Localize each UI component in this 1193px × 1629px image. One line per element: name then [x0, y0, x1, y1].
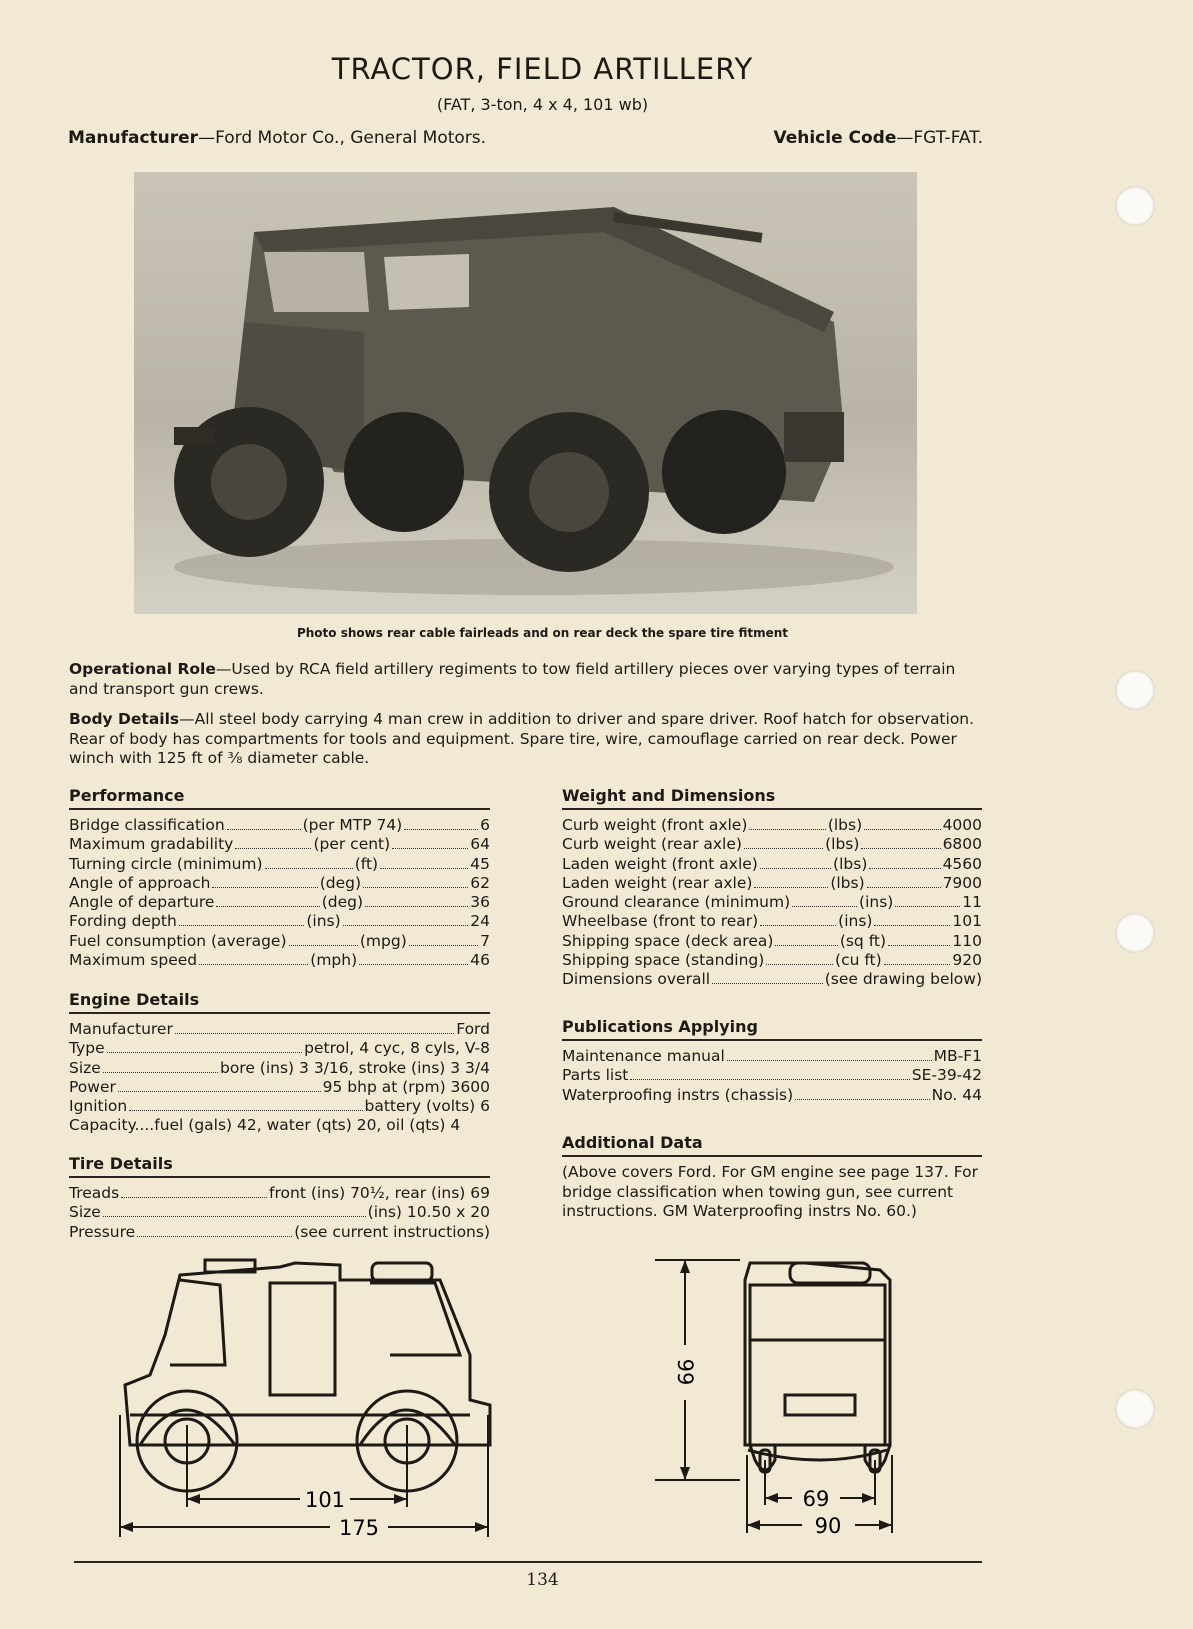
additional-heading: Additional Data — [562, 1133, 982, 1157]
row-value: 6800 — [942, 835, 983, 854]
dot-leader — [861, 848, 940, 849]
tire-table — [69, 1184, 490, 1242]
performance-heading: Performance — [69, 786, 490, 810]
row-unit: (cu ft) — [835, 951, 882, 970]
row-label: Maintenance manual — [562, 1047, 725, 1065]
row-value: (ins) 10.50 x 20 — [367, 1203, 490, 1222]
row-value: 45 — [470, 854, 490, 873]
row-label: Wheelbase (front to rear) — [562, 912, 759, 931]
dot-leader — [727, 1060, 932, 1061]
row-value: battery (volts) 6 — [364, 1097, 490, 1116]
engine-table — [69, 1020, 490, 1116]
side-view-dimensions — [120, 1415, 488, 1537]
weight-row — [562, 874, 982, 893]
arrowhead — [120, 1522, 133, 1532]
row-label: Laden weight (front axle) — [562, 854, 758, 873]
row-unit: (ins) — [859, 893, 894, 912]
row-label: Curb weight (front axle) — [562, 816, 748, 834]
arrowhead — [747, 1520, 760, 1530]
row-label: Maximum speed — [69, 951, 198, 970]
arrowhead — [680, 1467, 690, 1480]
operational-role-text: —Used by RCA field artillery regiments to tow field artillery pieces over varying types of terrain and transport gun crews. — [69, 660, 956, 698]
vehicle-photo — [134, 172, 917, 614]
manufacturer-value: —Ford Motor Co., General Motors. — [198, 128, 487, 148]
arrowhead — [187, 1494, 200, 1504]
dot-leader — [227, 829, 301, 830]
row-label: Power — [69, 1077, 116, 1096]
dot-leader — [392, 848, 468, 849]
row-label: Ignition — [69, 1097, 128, 1116]
performance-row — [69, 912, 490, 931]
row-label: Parts list — [562, 1066, 629, 1085]
row-unit: (lbs) — [830, 873, 865, 892]
dot-leader — [766, 964, 833, 965]
arrowhead — [680, 1260, 690, 1273]
binder-hole — [1115, 1389, 1155, 1429]
dot-leader — [175, 1033, 454, 1034]
dot-leader — [289, 945, 358, 946]
engine-heading: Engine Details — [69, 990, 490, 1014]
vehicle-code-value: —FGT-FAT. — [896, 128, 983, 148]
dot-leader — [884, 964, 951, 965]
dot-leader — [216, 906, 319, 907]
engine-row — [69, 1039, 490, 1058]
manufacturer-line — [68, 128, 486, 148]
dimension-width: 90 — [814, 1514, 842, 1538]
weight-row — [562, 835, 982, 854]
dot-leader — [359, 964, 468, 965]
row-value: petrol, 4 cyc, 8 cyls, V-8 — [304, 1039, 490, 1058]
row-unit: (deg) — [321, 893, 364, 912]
performance-row — [69, 874, 490, 893]
rear-view-drawing — [610, 1255, 950, 1545]
tire-row — [69, 1203, 490, 1222]
dot-leader — [103, 1072, 218, 1073]
manufacturer-label: Manufacturer — [68, 128, 199, 148]
row-value: SE-39-42 — [911, 1066, 982, 1085]
dot-leader — [760, 925, 836, 926]
row-label: Maximum gradability — [69, 835, 234, 854]
rear-view-outline — [745, 1263, 890, 1472]
weight-row — [562, 951, 982, 970]
dot-leader — [744, 848, 823, 849]
dot-leader — [760, 868, 831, 869]
row-value: (see drawing below) — [824, 970, 982, 989]
body-details-text: —All steel body carrying 4 man crew in addition to driver and spare driver. Roof hatch for observation. Rear of body has compartments for tools and equipment. Spare tire, wire, camouflage carried on rear deck. Power winch with 125 ft of ⅜ diameter cable. — [69, 710, 975, 767]
dot-leader — [409, 945, 478, 946]
dot-leader — [199, 964, 308, 965]
dot-leader — [895, 906, 960, 907]
dot-leader — [867, 887, 941, 888]
row-value: 11 — [962, 893, 982, 912]
engine-row — [69, 1059, 490, 1078]
performance-row — [69, 893, 490, 912]
binder-hole — [1115, 913, 1155, 953]
row-value: 101 — [952, 912, 983, 931]
row-value: 920 — [952, 951, 982, 970]
weight-heading: Weight and Dimensions — [562, 786, 982, 810]
side-view-outline — [125, 1260, 490, 1445]
page-title: TRACTOR, FIELD ARTILLERY — [331, 52, 754, 86]
performance-row — [69, 835, 490, 854]
performance-row — [69, 932, 490, 951]
row-value: No. 44 — [931, 1085, 982, 1104]
row-label: Turning circle (minimum) — [69, 854, 263, 873]
row-label: Angle of approach — [69, 873, 211, 892]
row-label: Treads — [69, 1184, 120, 1202]
dot-leader — [630, 1079, 909, 1080]
tire-section — [69, 1154, 490, 1242]
row-unit: (lbs) — [833, 854, 868, 873]
row-label: Fuel consumption (average) — [69, 931, 287, 950]
dot-leader — [212, 887, 317, 888]
row-value: (see current instructions) — [294, 1222, 490, 1241]
photo-caption: Photo shows rear cable fairleads and on rear deck the spare tire fitment — [296, 626, 789, 640]
engine-capacity: Capacity....fuel (gals) 42, water (qts) 20, oil (qts) 4 — [69, 1116, 461, 1135]
row-label: Shipping space (standing) — [562, 951, 765, 970]
dot-leader — [888, 945, 950, 946]
dot-leader — [749, 829, 825, 830]
publications-heading: Publications Applying — [562, 1017, 982, 1041]
row-unit: (ins) — [306, 912, 341, 931]
row-label: Size — [69, 1058, 101, 1077]
weight-section — [562, 786, 982, 990]
row-value: 64 — [470, 835, 491, 854]
weight-table — [562, 816, 982, 990]
row-unit: (ft) — [354, 854, 379, 873]
engine-row — [69, 1078, 490, 1097]
row-label: Curb weight (rear axle) — [562, 835, 742, 854]
performance-row — [69, 816, 490, 835]
row-value: 4000 — [942, 816, 983, 834]
binder-hole — [1115, 670, 1155, 710]
row-unit: (deg) — [319, 873, 362, 892]
row-label: Dimensions overall — [562, 970, 711, 989]
dot-leader — [107, 1052, 303, 1053]
arrowhead — [879, 1520, 892, 1530]
row-unit: (per cent) — [313, 835, 391, 854]
engine-row — [69, 1097, 490, 1116]
dot-leader — [363, 887, 468, 888]
dot-leader — [874, 925, 950, 926]
dot-leader — [118, 1091, 321, 1092]
dot-leader — [792, 906, 857, 907]
row-label: Waterproofing instrs (chassis) — [562, 1085, 794, 1104]
publication-row — [562, 1066, 982, 1085]
dot-leader — [869, 868, 940, 869]
dot-leader — [103, 1216, 366, 1217]
dimension-wheelbase: 101 — [304, 1488, 346, 1512]
row-unit: (ins) — [838, 912, 873, 931]
arrowhead — [475, 1522, 488, 1532]
tire-row — [69, 1223, 490, 1242]
vehicle-code-label: Vehicle Code — [773, 128, 897, 148]
dot-leader — [179, 925, 305, 926]
publications-table — [562, 1047, 982, 1105]
arrowhead — [765, 1493, 778, 1503]
dot-leader — [121, 1197, 267, 1198]
row-value: bore (ins) 3 3/16, stroke (ins) 3 3/4 — [219, 1058, 490, 1077]
row-label: Fording depth — [69, 912, 177, 931]
dimension-length: 175 — [338, 1516, 380, 1540]
weight-row — [562, 893, 982, 912]
operational-role-paragraph — [69, 660, 982, 699]
vehicle-code-line — [773, 128, 983, 148]
dot-leader — [365, 906, 468, 907]
vehicle-photo-illustration — [134, 172, 917, 614]
page-subtitle: (FAT, 3-ton, 4 x 4, 101 wb) — [436, 95, 649, 114]
row-value: 6 — [480, 816, 491, 834]
dot-leader — [754, 887, 828, 888]
dot-leader — [404, 829, 478, 830]
dot-leader — [129, 1110, 362, 1111]
performance-section — [69, 786, 490, 970]
additional-section — [562, 1133, 982, 1222]
binder-hole — [1115, 186, 1155, 226]
row-label: Ground clearance (minimum) — [562, 893, 791, 912]
row-label: Laden weight (rear axle) — [562, 873, 753, 892]
weight-row — [562, 855, 982, 874]
arrowhead — [394, 1494, 407, 1504]
tire-row — [69, 1184, 490, 1203]
row-unit: (mph) — [310, 951, 358, 970]
weight-row — [562, 932, 982, 951]
engine-section — [69, 990, 490, 1136]
row-value: 7900 — [942, 873, 983, 892]
row-value: 110 — [952, 931, 983, 950]
row-label: Type — [69, 1039, 105, 1058]
row-unit: (sq ft) — [839, 931, 887, 950]
additional-text: (Above covers Ford. For GM engine see page 137. For bridge classification when towing gun, see current instructions. GM Waterproofing instrs No. 60.) — [562, 1163, 978, 1220]
dot-leader — [343, 925, 469, 926]
row-unit: (per MTP 74) — [302, 816, 403, 834]
performance-row — [69, 855, 490, 874]
row-value: 62 — [470, 873, 491, 892]
row-value: 95 bhp at (rpm) 3600 — [322, 1077, 490, 1096]
row-value: MB-F1 — [933, 1047, 982, 1065]
performance-row — [69, 951, 490, 970]
body-details-paragraph — [69, 710, 982, 769]
footer-rule — [74, 1561, 982, 1563]
dimension-track: 69 — [802, 1487, 830, 1511]
dot-leader — [775, 945, 837, 946]
dot-leader — [137, 1236, 292, 1237]
row-unit: (lbs) — [825, 835, 860, 854]
performance-table — [69, 816, 490, 970]
row-value: 4560 — [942, 854, 983, 873]
dot-leader — [235, 848, 311, 849]
dimension-height: 99 — [673, 1358, 697, 1386]
side-view-wheels — [137, 1391, 457, 1491]
row-value: 46 — [470, 951, 490, 970]
body-details-label: Body Details — [69, 710, 180, 728]
engine-row — [69, 1020, 490, 1039]
publications-section — [562, 1017, 982, 1105]
side-view-drawing — [110, 1255, 520, 1545]
row-value: 24 — [470, 912, 490, 931]
row-label: Angle of departure — [69, 893, 215, 912]
row-label: Manufacturer — [69, 1020, 173, 1038]
row-value: Ford — [456, 1020, 490, 1038]
row-label: Bridge classification — [69, 816, 225, 834]
row-label: Shipping space (deck area) — [562, 931, 774, 950]
dot-leader — [712, 983, 823, 984]
row-unit: (mpg) — [359, 931, 407, 950]
row-value: 36 — [470, 893, 491, 912]
dot-leader — [265, 868, 353, 869]
row-value: 7 — [480, 931, 490, 950]
arrowhead — [862, 1493, 875, 1503]
tire-heading: Tire Details — [69, 1154, 490, 1178]
row-label: Pressure — [69, 1222, 136, 1241]
publication-row — [562, 1047, 982, 1066]
row-value: front (ins) 70½, rear (ins) 69 — [269, 1184, 490, 1202]
publication-row — [562, 1086, 982, 1105]
weight-row — [562, 970, 982, 989]
row-label: Size — [69, 1203, 101, 1222]
operational-role-label: Operational Role — [69, 660, 216, 678]
page-number: 134 — [526, 1570, 559, 1590]
weight-row — [562, 816, 982, 835]
dot-leader — [380, 868, 468, 869]
dot-leader — [795, 1099, 929, 1100]
dot-leader — [864, 829, 940, 830]
weight-row — [562, 912, 982, 931]
row-unit: (lbs) — [827, 816, 863, 834]
